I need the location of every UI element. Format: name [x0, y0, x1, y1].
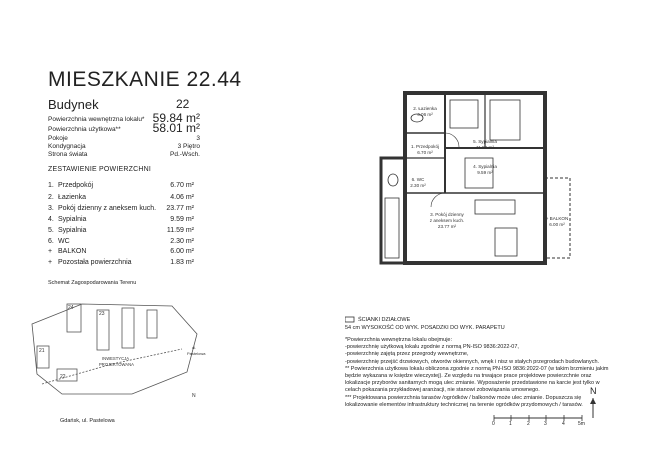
- svg-text:2.30 m²: 2.30 m²: [410, 183, 426, 188]
- room-row: 5. Sypialnia 11.59 m²: [48, 227, 194, 234]
- scale-label: 1: [509, 421, 512, 427]
- plan-label-bedroom-4: 4. Sypialnia: [473, 164, 497, 169]
- building-label: Budynek: [48, 97, 99, 112]
- scale-label: 2: [527, 421, 530, 427]
- floor-plan: [375, 88, 585, 273]
- scale-label: 3: [544, 421, 547, 427]
- svg-text:z aneksem kuch.: z aneksem kuch.: [429, 218, 465, 223]
- scale-label: 0: [492, 421, 495, 427]
- room-row: + BALKON 6.00 m²: [48, 248, 194, 255]
- svg-text:Pastelowa: Pastelowa: [187, 351, 206, 356]
- legend-walls-swatch: [345, 316, 355, 324]
- north-label: N: [590, 386, 597, 396]
- notes: *Powierzchnia wewnętrzna lokalu obejmuje: -powierzchnię użytkową lokalu zgodnie z normą PN-ISO 9836:2022-07, -powierzchnię zajętą przez przegrody wewnętrzne, -powierzchnię przejść drzwiowych, otworów okiennych, wnęk i nisz w stałych przegrodach budowlanych. ** Powierzchnia użytkowa lokalu obliczona zgodnie z normą PN-ISO 9836:2022-07 (w takim brzmieniu jakim będzie wykazana w księdze wieczystej). Ze względu na trwające prace projektowe powierzchnie oraz lokalizacje przyborów sanitarnych mogą ulec zmianie. Wyposażenie przedstawione na karcie jest tylko w celach pokazania przykładowej aranżacji, nie stanowi zobowiązania umownego. *** Projektowana powierzchnia tarasów /ogródków / balkonów może ulec zmianie. Dopuszcza się lokalizowanie elementów infrastruktury technicznej na terenie ogródków przydomowych / tarasów.: [345, 337, 609, 408]
- room-row: 2. Łazienka 4.06 m²: [48, 194, 194, 201]
- scale-label: 4: [562, 421, 565, 427]
- room-row: + Pozostała powierzchnia 1.83 m²: [48, 259, 194, 266]
- svg-text:4.06 m²: 4.06 m²: [417, 112, 433, 117]
- svg-text:23.77 m²: 23.77 m²: [437, 224, 457, 229]
- svg-text:6.00 m²: 6.00 m²: [549, 222, 565, 227]
- svg-text:11.59 m²: 11.59 m²: [476, 145, 494, 150]
- svg-text:6.70 m²: 6.70 m²: [417, 150, 433, 155]
- address: Gdańsk, ul. Pastelowa: [60, 418, 115, 424]
- room-row: 1. Przedpokój 6.70 m²: [48, 182, 194, 189]
- block-label: 24: [68, 305, 74, 311]
- scale-bar: [492, 414, 592, 424]
- plan-label-living: 3. Pokój dzienny: [430, 212, 464, 217]
- block-label: 23: [99, 311, 105, 317]
- investment-label: INWESTYCJA: [102, 356, 129, 361]
- page-title: MIESZKANIE 22.44: [48, 68, 242, 91]
- site-north-label: N: [192, 393, 196, 399]
- svg-text:9.59 m²: 9.59 m²: [477, 170, 493, 175]
- info-row-usable-area: Powierzchnia użytkowa** 58.01 m²: [48, 121, 200, 135]
- building-number: 22: [176, 97, 190, 111]
- info-row-floor: Kondygnacja 3 Piętro: [48, 143, 200, 150]
- plan-label-balcony: + BALKON: [545, 216, 569, 221]
- info-row-internal-area: Powierzchnia wewnętrzna lokalu* 59.84 m²: [48, 111, 200, 125]
- info-row-rooms: Pokoje 3: [48, 135, 200, 142]
- street-label: ul.: [192, 345, 197, 350]
- info-row-orientation: Strona świata Pd.-Wsch.: [48, 151, 200, 158]
- plan-label-hall: 1. Przedpokój: [410, 144, 440, 149]
- rooms-title: ZESTAWIENIE POWIERZCHNI: [48, 166, 151, 173]
- room-row: 3. Pokój dzienny z aneksem kuch. 23.77 m²: [48, 205, 194, 212]
- room-row: 4. Sypialnia 9.59 m²: [48, 216, 194, 223]
- site-plan: [22, 294, 222, 404]
- plan-label-bedroom-5: 5. Sypialnia: [473, 139, 497, 144]
- scale-label: 5m: [578, 421, 585, 427]
- room-row: 6. WC 2.30 m²: [48, 238, 194, 245]
- schema-title: Schemat Zagospodarowania Terenu: [48, 280, 137, 286]
- block-label: 22: [60, 374, 66, 380]
- legend-walls: ŚCIANKI DZIAŁOWE: [358, 317, 411, 323]
- plan-label-wc: 6. WC: [411, 177, 425, 182]
- block-label: 21: [39, 348, 45, 354]
- legend-height: 54 cm WYSOKOŚĆ OD WYK. POSADZKI DO WYK. PARAPETU: [345, 325, 505, 331]
- svg-text:PROJEKTOWANA: PROJEKTOWANA: [99, 362, 134, 367]
- plan-label-bathroom: 2. Łazienka: [413, 106, 437, 111]
